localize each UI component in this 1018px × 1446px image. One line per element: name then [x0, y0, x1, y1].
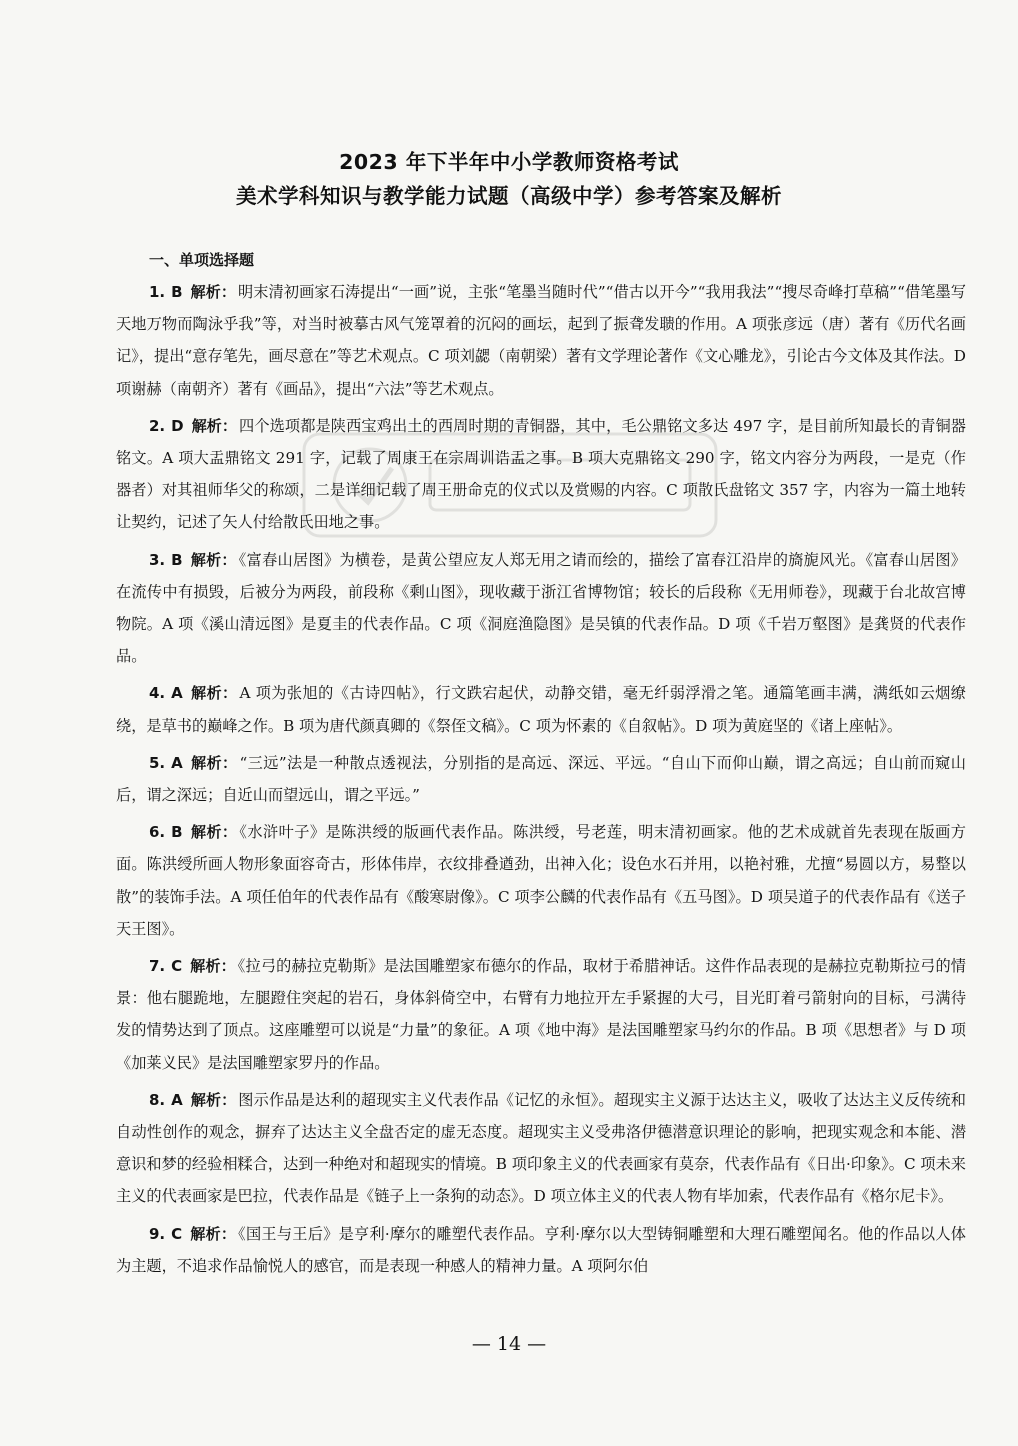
answer-letter: A [171, 753, 183, 772]
analysis-text: 图示作品是达利的超现实主义代表作品《记忆的永恒》。超现实主义源于达达主义，吸收了达达主义反传统和自动性创作的观念，摒弃了达达主义全盘否定的虚无态度。超现实主义受弗洛伊德潜意识理论的影响，把现实观念和本能、潜意识和梦的经验相糅合，达到一种绝对和超现实的情境。B 项印象主义的代表画家有莫奈，代表作品有《日出·印象》。C 项未来主义的代表画家是巴拉，代表作品是《链子上一条狗的动态》。D 项立体主义的代表人物有毕加索，代表作品有《格尔尼卡》。 [116, 1090, 966, 1206]
analysis-label: 解析： [190, 684, 238, 703]
question-number: 1. [149, 283, 166, 301]
answer-letter: A [171, 684, 183, 703]
analysis-label: 解析： [190, 1090, 237, 1109]
analysis-text: 四个选项都是陕西宝鸡出土的西周时期的青铜器，其中，毛公鼎铭文多达 497 字，是目前所知最长的青铜器铭文。A 项大盂鼎铭文 291 字，记载了周康王在宗周训诰盂之事。B 项大克鼎铭文 290 字，铭文内容分为两段，一是克（作器者）对其祖师华父的称颂，二是详细记载了周王册命克的仪式以及赏赐的内容。C 项散氏盘铭文 357 字，内容为一篇土地转让契约，记述了矢人付给散氏田地之事。 [116, 416, 966, 532]
page-number: — 14 — [471, 1333, 547, 1355]
answer-letter: A [171, 1090, 183, 1109]
answer-item-3 [116, 544, 966, 673]
answer-item-8 [116, 1084, 966, 1213]
answer-item-7 [116, 950, 966, 1079]
exam-subtitle: 美术学科知识与教学能力试题（高级中学）参考答案及解析 [236, 184, 782, 208]
analysis-text: 明末清初画家石涛提出“一画”说，主张“笔墨当随时代”“借古以开今”“我用我法”“搜尽奇峰打草稿”“借笔墨写天地万物而陶泳乎我”等，对当时被摹古风气笼罩着的沉闷的画坛，起到了振聋发聩的作用。A 项张彦远（唐）著有《历代名画记》，提出“意存笔先，画尽意在”等艺术观点。C 项刘勰（南朝梁）著有文学理论著作《文心雕龙》，引论古今文体及其作法。D 项谢赫（南朝齐）著有《画品》，提出“六法”等艺术观点。 [116, 283, 966, 398]
question-number: 4. [149, 684, 166, 703]
answer-item-5 [116, 747, 966, 811]
analysis-text: 《国王与王后》是亨利·摩尔的雕塑代表作品。亨利·摩尔以大型铸铜雕塑和大理石雕塑闻名。他的作品以人体为主题，不追求作品愉悦人的感官，而是表现一种感人的精神力量。A 项阿尔伯 [116, 1224, 966, 1275]
answer-item-9 [116, 1218, 966, 1282]
question-number: 3. [149, 550, 166, 569]
answer-item-2 [116, 410, 966, 539]
analysis-text: 《水浒叶子》是陈洪绶的版画代表作品。陈洪绶，号老莲，明末清初画家。他的艺术成就首先表现在版画方面。陈洪绶所画人物形象面容奇古，形体伟岸，衣纹排叠遒劲，出神入化；设色水石并用，以艳衬雅，尤擅“易圆以方，易整以散”的装饰手法。A 项任伯年的代表作品有《酸寒尉像》。C 项李公麟的代表作品有《五马图》。D 项吴道子的代表作品有《送子天王图》。 [116, 823, 966, 938]
answer-letter: B [171, 823, 183, 842]
analysis-label: 解析： [190, 823, 238, 842]
question-number: 9. [149, 1224, 166, 1243]
question-number: 7. [149, 957, 166, 976]
question-number: 6. [149, 823, 166, 842]
question-number: 8. [149, 1090, 166, 1109]
question-number: 2. [149, 416, 166, 435]
answer-letter: B [171, 550, 183, 569]
analysis-label: 解析： [190, 550, 237, 569]
analysis-label: 解析： [190, 1224, 237, 1243]
analysis-text: 《富春山居图》为横卷，是黄公望应友人郑无用之请而绘的，描绘了富春江沿岸的旖旎风光。《富春山居图》在流传中有损毁，后被分为两段，前段称《剩山图》，现收藏于浙江省博物馆；较长的后段称《无用师卷》，现藏于台北故宫博物院。A 项《溪山清远图》是夏圭的代表作品。C 项《洞庭渔隐图》是吴镇的代表作品。D 项《千岩万壑图》是龚贤的代表作品。 [116, 550, 966, 666]
answer-letter: C [171, 957, 183, 976]
question-number: 5. [149, 753, 166, 772]
answer-item-1 [116, 276, 966, 405]
analysis-label: 解析： [190, 957, 236, 976]
analysis-label: 解析： [190, 753, 238, 772]
analysis-label: 解析： [191, 416, 238, 435]
analysis-text: 《拉弓的赫拉克勒斯》是法国雕塑家布德尔的作品，取材于希腊神话。这件作品表现的是赫拉克勒斯拉弓的情景：他右腿跪地，左腿蹬住突起的岩石，身体斜倚空中，右臂有力地拉开左手紧握的大弓，目光盯着弓箭射向的目标，弓满待发的情势达到了顶点。这座雕塑可以说是“力量”的象征。A 项《地中海》是法国雕塑家马约尔的作品。B 项《思想者》与 D 项《加莱义民》是法国雕塑家罗丹的作品。 [116, 957, 966, 1072]
analysis-text: A 项为张旭的《古诗四帖》，行文跌宕起伏，动静交错，毫无纤弱浮滑之笔。通篇笔画丰满，满纸如云烟缭绕，是草书的巅峰之作。B 项为唐代颜真卿的《祭侄文稿》。C 项为怀素的《自叙帖》。D 项为黄庭坚的《诸上座帖》。 [116, 684, 966, 735]
answer-content [116, 244, 966, 1287]
answer-letter: C [171, 1224, 183, 1243]
answer-item-6 [116, 816, 966, 945]
answer-letter: D [171, 416, 184, 435]
section-heading: 一、单项选择题 [149, 251, 255, 269]
answer-item-4 [116, 677, 966, 741]
answer-letter: B [171, 283, 183, 301]
analysis-text: “三远”法是一种散点透视法，分别指的是高远、深远、平远。“自山下而仰山巅，谓之高远；自山前而窥山后，谓之深远；自近山而望远山，谓之平远。” [116, 753, 966, 805]
analysis-label: 解析： [190, 283, 236, 301]
exam-title: 2023 年下半年中小学教师资格考试 [339, 150, 679, 174]
